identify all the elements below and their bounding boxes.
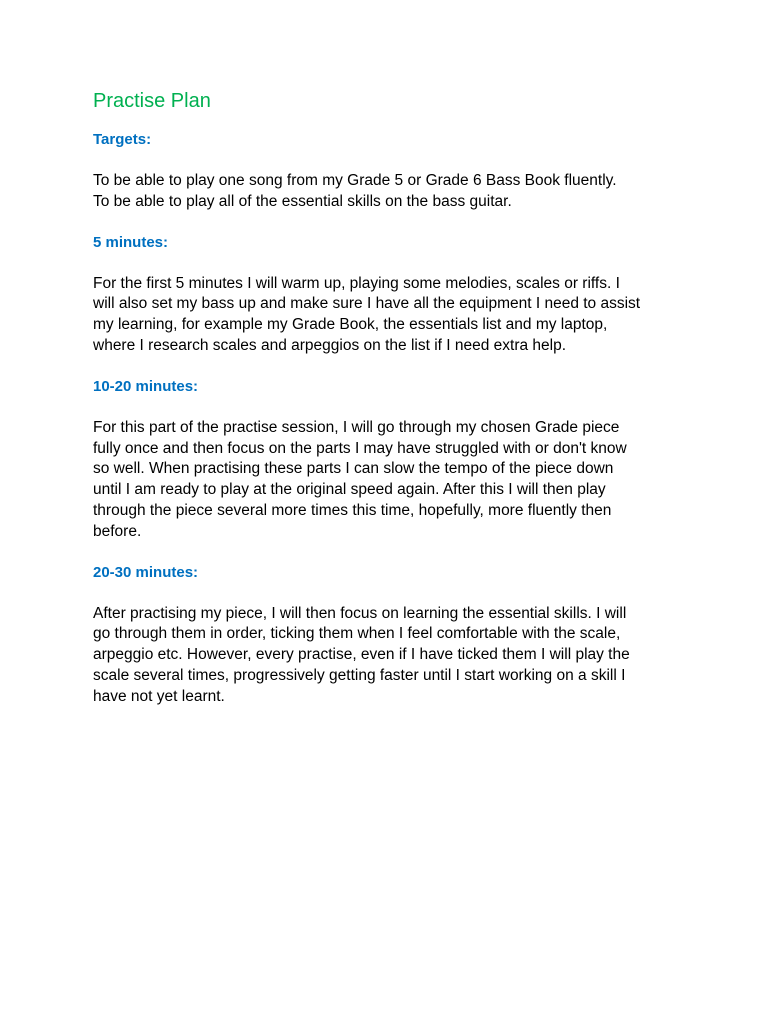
text-line: For this part of the practise session, I will go through my chosen Grade piece bbox=[93, 418, 620, 436]
section-10-20-minutes bbox=[93, 377, 693, 543]
section-5-minutes bbox=[93, 233, 693, 357]
section-heading-targets: Targets: bbox=[93, 131, 152, 148]
section-targets bbox=[93, 130, 693, 213]
text-line: For the first 5 minutes I will warm up, playing some melodies, scales or riffs. I bbox=[93, 274, 620, 292]
text-line: go through them in order, ticking them when I feel comfortable with the scale, bbox=[93, 625, 621, 643]
section-body-targets bbox=[93, 171, 693, 213]
text-line: have not yet learnt. bbox=[93, 687, 225, 705]
text-line: To be able to play one song from my Grade 5 or Grade 6 Bass Book fluently. bbox=[93, 172, 617, 189]
text-line: where I research scales and arpeggios on the list if I need extra help. bbox=[93, 336, 567, 354]
section-heading-5-minutes: 5 minutes: bbox=[93, 233, 169, 251]
text-line: To be able to play all of the essential skills on the bass guitar. bbox=[93, 192, 512, 210]
section-heading-10-20-minutes: 10-20 minutes: bbox=[93, 377, 199, 395]
section-body-20-30-minutes bbox=[93, 604, 693, 708]
text-line: fully once and then focus on the parts I may have struggled with or don't know bbox=[93, 439, 627, 457]
text-line: so well. When practising these parts I can slow the tempo of the piece down bbox=[93, 460, 614, 478]
text-line: scale several times, progressively getting faster until I start working on a skill I bbox=[93, 666, 626, 684]
text-line: After practising my piece, I will then focus on learning the essential skills. I will bbox=[93, 604, 627, 622]
section-heading-20-30-minutes: 20-30 minutes: bbox=[93, 563, 199, 581]
text-line: before. bbox=[93, 522, 142, 540]
section-20-30-minutes bbox=[93, 563, 693, 708]
text-line: will also set my bass up and make sure I have all the equipment I need to assist bbox=[93, 295, 641, 313]
document-page bbox=[93, 88, 693, 728]
text-line: until I am ready to play at the original speed again. After this I will then play bbox=[93, 481, 606, 499]
section-body-10-20-minutes bbox=[93, 418, 693, 543]
text-line: arpeggio etc. However, every practise, even if I have ticked them I will play the bbox=[93, 646, 630, 664]
text-line: my learning, for example my Grade Book, the essentials list and my laptop, bbox=[93, 316, 608, 334]
section-body-5-minutes bbox=[93, 274, 693, 357]
text-line: through the piece several more times this time, hopefully, more fluently then bbox=[93, 501, 612, 519]
document-title: Practise Plan bbox=[93, 90, 211, 112]
